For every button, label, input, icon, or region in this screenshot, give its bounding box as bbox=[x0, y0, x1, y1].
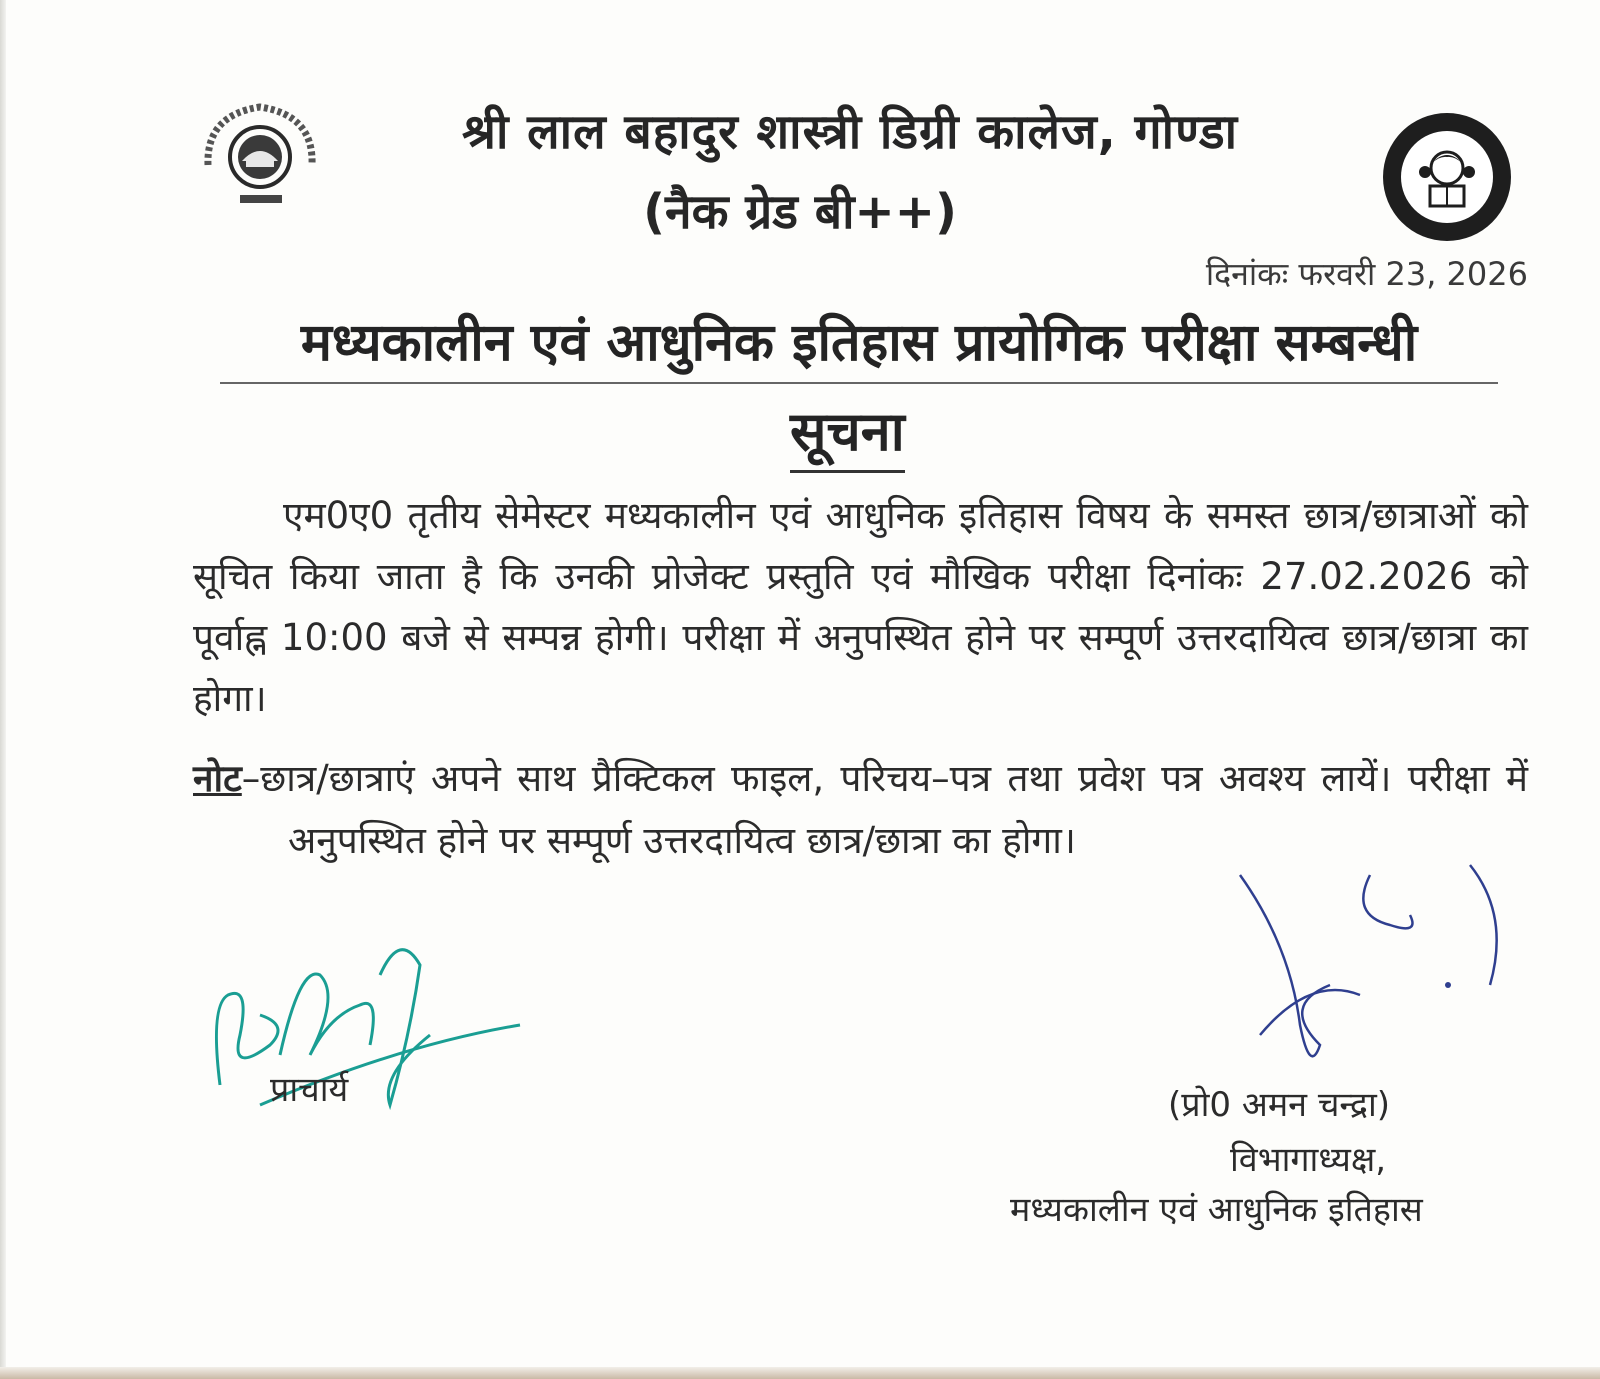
notice-body: एम0ए0 तृतीय सेमेस्टर मध्यकालीन एवं आधुनिक इतिहास विषय के समस्त छात्र/छात्राओं को सूचित किया जाता है कि उनकी प्रोजेक्ट प्रस्तुति एवं मौखिक परीक्षा दिनांकः 27.02.2026 को पूर्वाह्न 10:00 बजे से सम्पन्न होगी। परीक्षा में अनुपस्थित होने पर सम्पूर्ण उत्तरदायित्व छात्र/छात्रा का होगा। bbox=[193, 494, 1528, 720]
notice-date: दिनांकः फरवरी 23, 2026 bbox=[1205, 255, 1528, 293]
notice-heading: मध्यकालीन एवं आधुनिक इतिहास प्रायोगिक परीक्षा सम्बन्धी bbox=[220, 305, 1498, 384]
principal-signature bbox=[200, 935, 530, 1125]
naac-grade: (नैक ग्रेड बी++) bbox=[643, 184, 957, 240]
notice-title: सूचना bbox=[790, 392, 905, 473]
hod-department: मध्यकालीन एवं आधुनिक इतिहास bbox=[1010, 1190, 1423, 1230]
notice-note bbox=[193, 748, 1528, 872]
paper-left-edge bbox=[0, 0, 6, 1379]
college-name: श्री लाल बहादुर शास्त्री डिग्री कालेज, गोण्डा bbox=[462, 104, 1238, 160]
principal-label: प्राचार्य bbox=[270, 1070, 349, 1110]
note-text: –छात्र/छात्राएं अपने साथ प्रैक्टिकल फाइल, परिचय–पत्र तथा प्रवेश पत्र अवश्य लायें। परीक्षा में अनुपस्थित होने पर सम्पूर्ण उत्तरदायित्व छात्र/छात्रा का होगा। bbox=[241, 757, 1528, 862]
college-seal-icon bbox=[188, 95, 338, 225]
hod-signature bbox=[1220, 855, 1520, 1085]
paper-bottom-edge bbox=[0, 1367, 1600, 1379]
beti-padhao-logo-icon bbox=[1380, 110, 1515, 245]
hod-title: विभागाध्यक्ष, bbox=[1230, 1140, 1387, 1180]
hod-name: (प्रो0 अमन चन्द्रा) bbox=[1168, 1085, 1391, 1125]
note-label: नोट bbox=[193, 757, 242, 800]
